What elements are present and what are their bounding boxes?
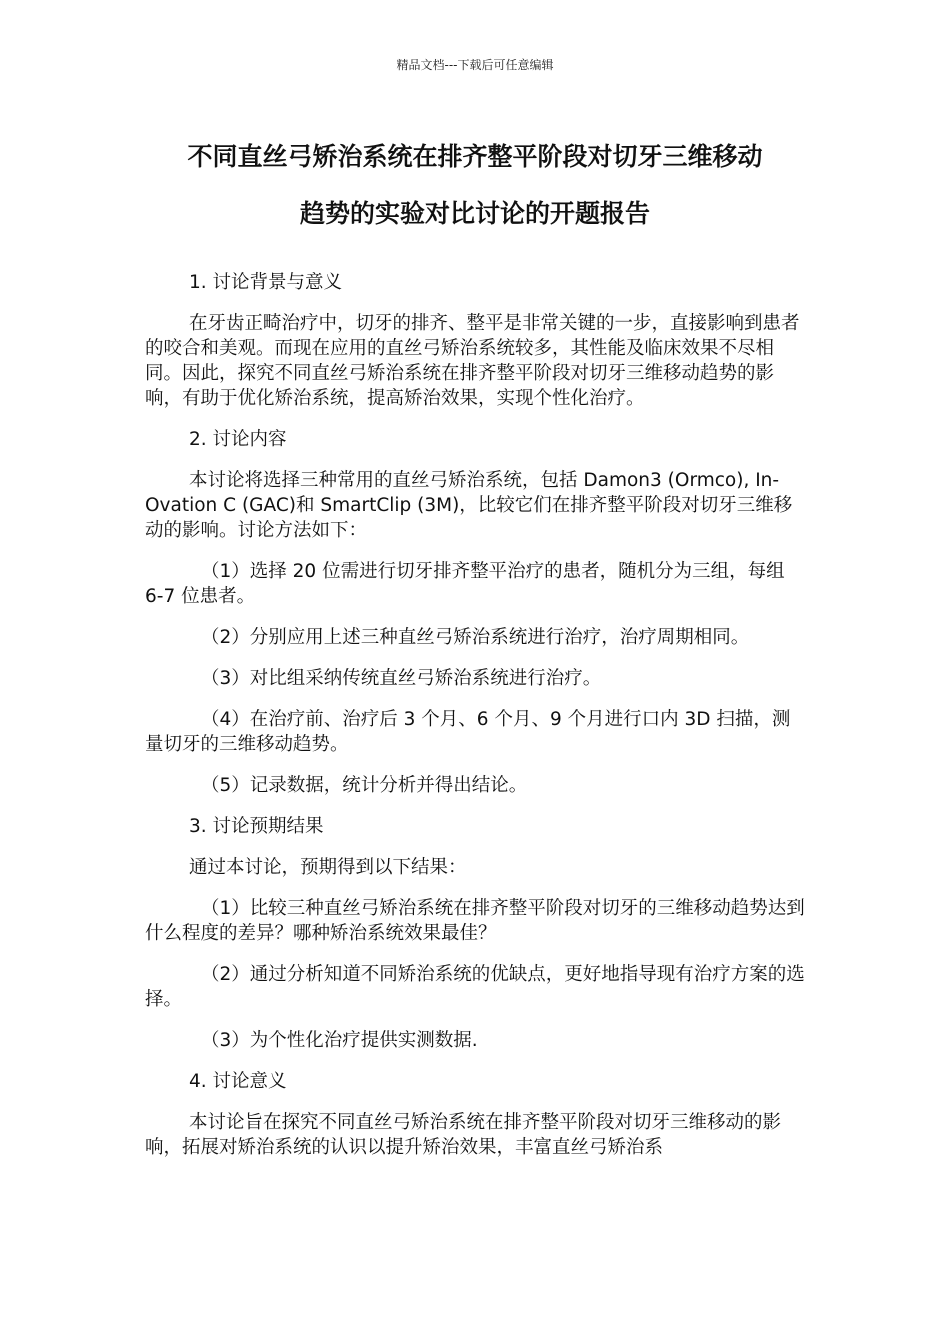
- section-heading-background: 1. 讨论背景与意义: [189, 272, 343, 293]
- result-item-1: （1）比较三种直丝弓矫治系统在排齐整平阶段对切牙的三维移动趋势达到什么程度的差异？哪种矫治系统效果最佳？: [145, 898, 805, 944]
- method-item-4: （4）在治疗前、治疗后 3 个月、6 个月、9 个月进行口内 3D 扫描，测量切牙的三维移动趋势。: [145, 709, 791, 755]
- method-item-1: （1）选择 20 位需进行切牙排齐整平治疗的患者，随机分为三组，每组 6-7 位患者。: [145, 561, 785, 607]
- method-item-5: （5）记录数据，统计分析并得出结论。: [201, 775, 528, 796]
- page-header-watermark: 精品文档---下载后可任意编辑: [396, 58, 554, 72]
- document-title-line-2: 趋势的实验对比讨论的开题报告: [299, 199, 650, 228]
- section-paragraph-background: 在牙齿正畸治疗中，切牙的排齐、整平是非常关键的一步，直接影响到患者的咬合和美观。而现在应用的直丝弓矫治系统较多，其性能及临床效果不尽相同。因此，探究不同直丝弓矫治系统在排齐整平阶段对切牙三维移动趋势的影响，有助于优化矫治系统，提高矫治效果，实现个性化治疗。: [145, 313, 800, 409]
- section-paragraph-content: 本讨论将选择三种常用的直丝弓矫治系统，包括 Damon3 (Ormco), In-Ovation C (GAC)和 SmartClip (3M)，比较它们在排齐整平阶段对切牙三维移动的影响。讨论方法如下：: [145, 470, 793, 541]
- method-item-2: （2）分别应用上述三种直丝弓矫治系统进行治疗，治疗周期相同。: [201, 627, 750, 648]
- document-body: [145, 270, 807, 1176]
- method-item-3: （3）对比组采纳传统直丝弓矫治系统进行治疗。: [201, 668, 602, 689]
- section-paragraph-significance: 本讨论旨在探究不同直丝弓矫治系统在排齐整平阶段对切牙三维移动的影响，拓展对矫治系统的认识以提升矫治效果，丰富直丝弓矫治系: [145, 1112, 782, 1158]
- document-title: [130, 128, 820, 242]
- result-item-3: （3）为个性化治疗提供实测数据.: [201, 1030, 478, 1051]
- section-heading-content: 2. 讨论内容: [189, 429, 287, 450]
- section-paragraph-expected-intro: 通过本讨论，预期得到以下结果：: [189, 857, 467, 878]
- section-heading-expected-results: 3. 讨论预期结果: [189, 816, 324, 837]
- section-heading-significance: 4. 讨论意义: [189, 1071, 287, 1092]
- document-title-line-1: 不同直丝弓矫治系统在排齐整平阶段对切牙三维移动: [187, 142, 763, 171]
- result-item-2: （2）通过分析知道不同矫治系统的优缺点，更好地指导现有治疗方案的选择。: [145, 964, 805, 1010]
